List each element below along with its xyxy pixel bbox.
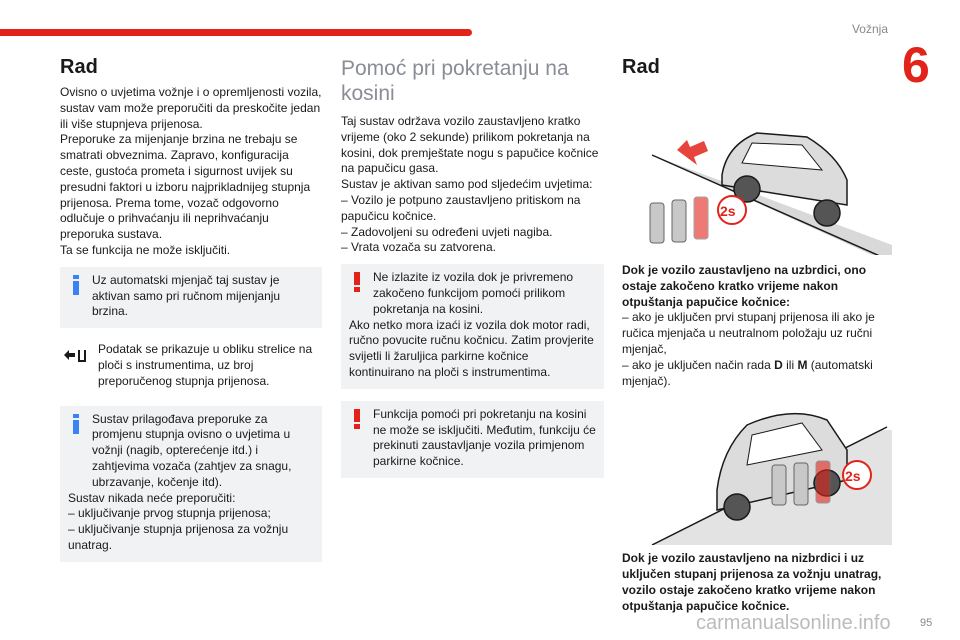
- info-icon: [72, 414, 80, 439]
- hill-start-text: [341, 114, 604, 256]
- column-hill-start: [341, 56, 604, 478]
- info-box-adaptation: [60, 406, 322, 562]
- uphill-illustration: [622, 85, 892, 255]
- warning-box-disable: [341, 401, 604, 478]
- section-name: Vožnja: [851, 22, 888, 36]
- list-item: – Vozilo je potpuno zaustavljeno pritiskom na papučicu kočnice.: [341, 192, 581, 223]
- list-text: (automatski mjenjač).: [622, 357, 873, 388]
- warning-icon: [353, 272, 361, 297]
- downhill-illustration: [622, 395, 892, 545]
- mode-m: M: [797, 357, 808, 372]
- mode-d: D: [774, 357, 783, 372]
- text-conditions: Sustav je aktivan samo pod sljedećim uvjetima:: [341, 177, 593, 192]
- warning-text-handbrake: Ako netko mora izaći iz vozila dok motor radi, ručno povucite ručnu kočnicu. Zatim provjerite svijetli li žaruljica parkirne kočnice kontinuirano na ploči s instrumentima.: [349, 317, 594, 379]
- list-item: [622, 358, 892, 390]
- list-item: – uključivanje prvog stupnja prijenosa;: [68, 506, 271, 521]
- text-intro: Taj sustav održava vozilo zaustavljeno kratko vrijeme (oko 2 sekunde) prilikom pokretanja na kosini, dok premještate nogu s papučice kočnice na papučicu gasa.: [341, 114, 599, 176]
- display-note-text: Podatak se prikazuje u obliku strelice na ploči s instrumentima, uz broj preporučenog stupnja prijenosa.: [98, 342, 313, 388]
- info-text: Sustav prilagođava preporuke za promjenu stupnja ovisno o uvjetima u vožnji (nagib, opterećenje itd.) i zahtjevima vozača (zahtjev za snagu, ubrzavanje, kočenje itd).: [92, 411, 292, 489]
- list-text: – ako je uključen način rada: [622, 357, 775, 372]
- timer-badge: 2s: [845, 468, 861, 485]
- header-accent-bar: [0, 29, 472, 36]
- column-operation: [622, 56, 892, 615]
- text-recommendation: Preporuke za mijenjanje brzina ne trebaju se smatrati obveznima. Zapravo, konfiguracija ceste, gustoća prometa i sigurnost uvijek su presudni faktori u izboru najprikladnijeg stupnja prijenosa. Prema tome, vozač odgovorno odlučuje o prihvaćanju ili neprihvaćanju preporuka sustava.: [60, 132, 311, 242]
- warning-text: Ne izlazite iz vozila dok je privremeno zakočeno funkcijom pomoći prilikom pokretanja na kosini.: [373, 270, 574, 316]
- section-title: Pomoć pri pokretanju na kosini: [341, 57, 569, 105]
- info-box-automatic: [60, 267, 322, 328]
- chapter-number: 6: [902, 37, 930, 93]
- warning-box-exit: [341, 264, 604, 389]
- display-note: [60, 336, 322, 397]
- section-title: Rad: [60, 56, 98, 78]
- column-gear-indicator: [60, 56, 322, 562]
- list-item: – Vrata vozača su zatvorena.: [341, 240, 496, 255]
- list-text: ili: [782, 357, 798, 372]
- info-text-never: Sustav nikada neće preporučiti:: [68, 490, 236, 505]
- list-item: – Zadovoljeni su određeni uvjeti nagiba.: [341, 224, 553, 239]
- intro-paragraph: [60, 85, 322, 259]
- warning-text: Funkcija pomoći pri pokretanju na kosini ne može se isključiti. Međutim, funkciju će prekinuti zaustavljanje vozila primjenom parkirne kočnice.: [373, 406, 596, 469]
- section-title: Rad: [622, 56, 660, 78]
- page-number: 95: [920, 617, 933, 629]
- warning-icon: [353, 409, 361, 434]
- gear-shift-arrow-icon: [62, 348, 88, 369]
- text-intro: Ovisno o uvjetima vožnje i o opremljenosti vozila, sustav vam može preporučiti da preskočite jedan ili više stupnjeva prijenosa.: [60, 85, 322, 131]
- downhill-text: Dok je vozilo zaustavljeno na nizbrdici i uz uključen stupanj prijenosa za vožnju unatrag, vozilo ostaje zakočeno kratko vrijeme nakon otpuštanja papučice kočnice.: [622, 551, 882, 613]
- watermark: carmanualsonline.info: [696, 612, 891, 634]
- info-text: Uz automatski mjenjač taj sustav je aktivan samo pri ručnom mijenjanju brzina.: [92, 272, 281, 319]
- info-icon: [72, 275, 80, 300]
- list-item: – ako je uključen prvi stupanj prijenosa ili ako je ručica mjenjača u neutralnom položaju uz ručni mjenjač,: [622, 310, 875, 356]
- text-cannot-disable: Ta se funkcija ne može isključiti.: [60, 242, 231, 257]
- uphill-heading: Dok je vozilo zaustavljeno na uzbrdici, ono ostaje zakočeno kratko vrijeme nakon otpuštanja papučice kočnice:: [622, 263, 867, 309]
- list-item: – uključivanje stupnja prijenosa za vožnju unatrag.: [68, 522, 289, 552]
- uphill-text: [622, 263, 892, 389]
- timer-badge: 2s: [720, 203, 736, 219]
